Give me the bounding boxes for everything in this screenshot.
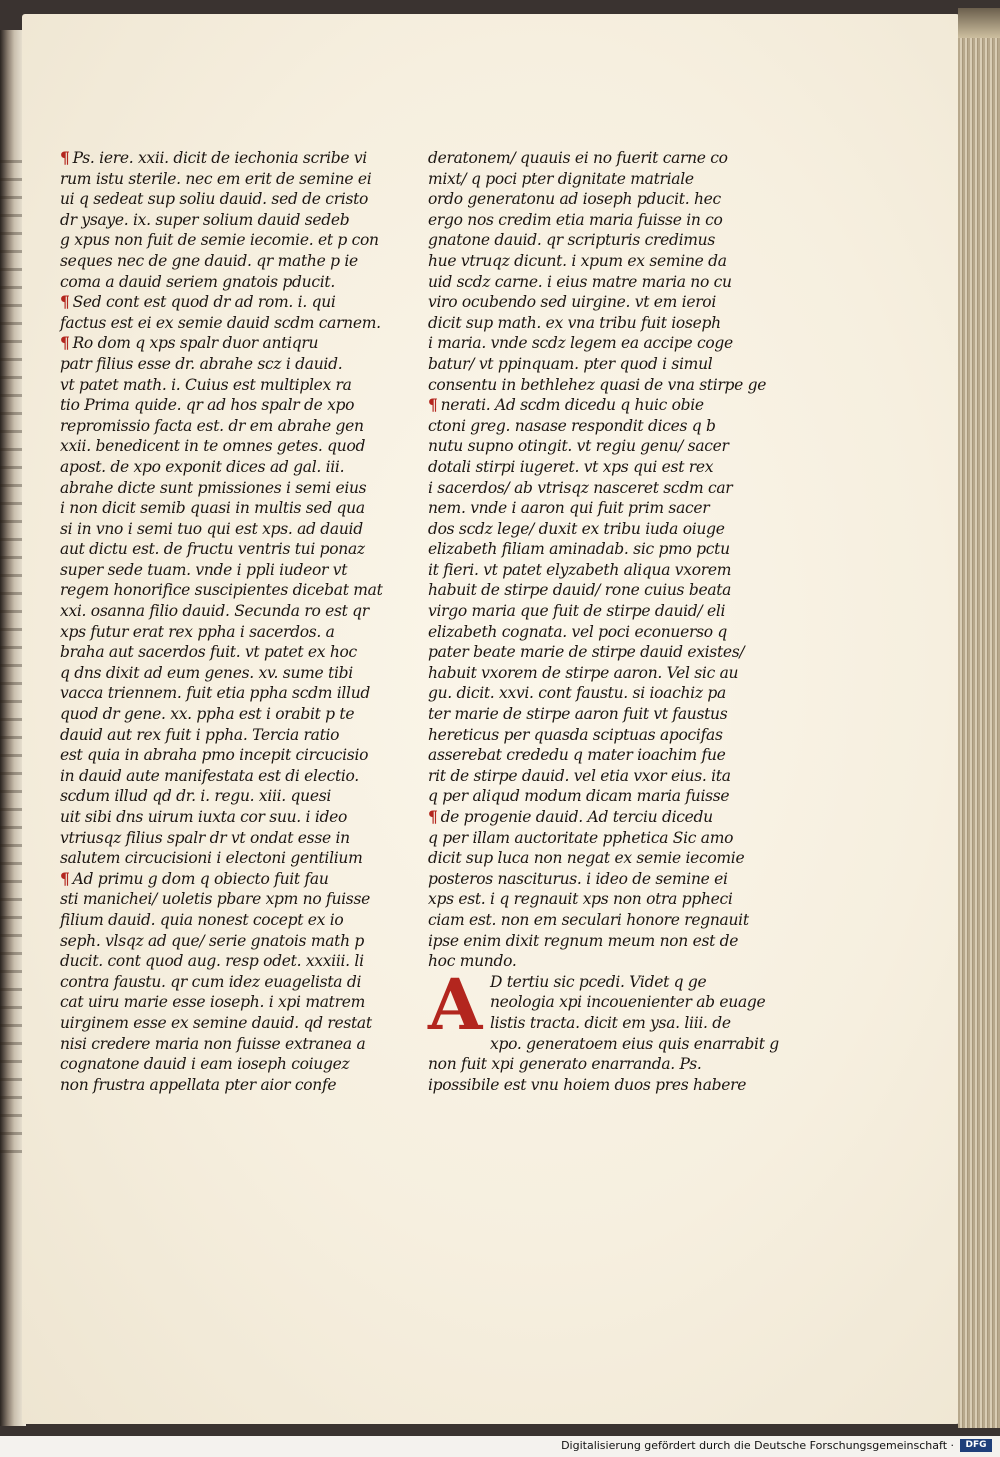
text-line: quod dr gene. xx. ppha est i orabit p te bbox=[60, 705, 355, 724]
text-line: xpo. generatoem eius quis enarrabit g bbox=[490, 1034, 779, 1053]
text-line: dicit sup math. ex vna tribu fuit ioseph bbox=[428, 313, 721, 332]
text-line: in dauid aute manifestata est di electio. bbox=[60, 766, 359, 785]
text-line: elizabeth filiam aminadab. sic pmo pctu bbox=[428, 540, 730, 559]
text-line: gu. dicit. xxvi. cont faustu. si ioachiz pa bbox=[428, 684, 726, 703]
decorated-initial: A bbox=[428, 962, 483, 1046]
text-line: patr filius esse dr. abrahe scz i dauid. bbox=[60, 354, 343, 373]
paragraph-mark-icon: ¶ bbox=[60, 333, 70, 353]
text-line: ¶ Sed cont est quod dr ad rom. i. qui bbox=[60, 292, 336, 312]
text-line: apost. de xpo exponit dices ad gal. iii. bbox=[60, 457, 345, 476]
text-line: est quia in abraha pmo incepit circucisio bbox=[60, 746, 369, 765]
text-line: xxii. benedicent in te omnes getes. quod bbox=[60, 437, 366, 456]
text-line: ctoni greg. nasase respondit dices q b bbox=[428, 416, 716, 435]
text-line: q dns dixit ad eum genes. xv. sume tibi bbox=[60, 663, 353, 682]
text-line: rit de stirpe dauid. vel etia vxor eius. ita bbox=[428, 766, 731, 785]
text-line: it fieri. vt patet elyzabeth aliqua vxorem bbox=[428, 560, 732, 579]
text-line: seques nec de gne dauid. qr mathe p ie bbox=[60, 251, 358, 270]
text-line: posteros nasciturus. i ideo de semine ei bbox=[428, 869, 728, 888]
text-line: ter marie de stirpe aaron fuit vt faustus bbox=[428, 705, 728, 724]
text-line: abrahe dicte sunt pmissiones i semi eius bbox=[60, 478, 367, 497]
text-line: ciam est. non em seculari honore regnauit bbox=[428, 910, 749, 929]
text-line: vacca triennem. fuit etia ppha scdm illud bbox=[60, 684, 370, 703]
text-line: nisi credere maria non fuisse extranea a bbox=[60, 1034, 366, 1053]
text-line: aut dictu est. de fructu ventris tui ponaz bbox=[60, 540, 365, 559]
book-top-edge bbox=[958, 8, 1000, 38]
text-line: dr ysaye. ix. super solium dauid sedeb bbox=[60, 210, 350, 229]
text-line: hereticus per quasda sciptuas apocifas bbox=[428, 725, 723, 744]
text-line: ducit. cont quod aug. resp odet. xxxiii. li bbox=[60, 952, 364, 971]
text-line: asserebat crededu q mater ioachim fue bbox=[428, 746, 726, 765]
paragraph-mark-icon: ¶ bbox=[60, 868, 70, 888]
text-line: cognatone dauid i eam ioseph coiugez bbox=[60, 1055, 350, 1074]
text-line: ordo generatonu ad ioseph pducit. hec bbox=[428, 190, 721, 209]
text-line: q per illam auctoritate pphetica Sic amo bbox=[428, 828, 734, 847]
text-line: nutu supno otingit. vt regiu genu/ sacer bbox=[428, 437, 729, 456]
text-line: i maria. vnde scdz legem ea accipe coge bbox=[428, 334, 733, 353]
text-line: ergo nos credim etia maria fuisse in co bbox=[428, 210, 723, 229]
text-line: xxi. osanna filio dauid. Secunda ro est qr bbox=[60, 602, 369, 621]
text-line: dos scdz lege/ duxit ex tribu iuda oiuge bbox=[428, 519, 725, 538]
text-line: q per aliqud modum dicam maria fuisse bbox=[428, 787, 730, 806]
text-line: habuit vxorem de stirpe aaron. Vel sic au bbox=[428, 663, 739, 682]
text-line: dotali stirpi iugeret. vt xps qui est rex bbox=[428, 457, 714, 476]
text-line: i sacerdos/ ab vtrisqz nasceret scdm car bbox=[428, 478, 733, 497]
text-line: cat uiru marie esse ioseph. i xpi matrem bbox=[60, 993, 365, 1012]
text-line: viro ocubendo sed uirgine. vt em ieroi bbox=[428, 293, 716, 312]
text-line: listis tracta. dicit em ysa. liii. de bbox=[490, 1013, 731, 1032]
funding-credit: Digitalisierung gefördert durch die Deutsche Forschungsgemeinschaft · bbox=[561, 1439, 954, 1452]
text-line: uirginem esse ex semine dauid. qd restat bbox=[60, 1013, 372, 1032]
text-line: batur/ vt ppinquam. pter quod i simul bbox=[428, 354, 713, 373]
text-line: D tertiu sic pcedi. Videt q ge bbox=[490, 972, 707, 991]
paragraph-mark-icon: ¶ bbox=[428, 807, 438, 826]
text-line: scdum illud qd dr. i. regu. xiii. quesi bbox=[60, 787, 332, 806]
text-line: pater beate marie de stirpe dauid existes/ bbox=[428, 643, 745, 662]
dfg-logo: DFG bbox=[960, 1439, 992, 1452]
text-line: tio Prima quide. qr ad hos spalr de xpo bbox=[60, 396, 355, 415]
right-text-column bbox=[428, 148, 779, 1095]
paragraph-mark-icon: ¶ bbox=[428, 395, 438, 415]
text-line: seph. vlsqz ad que/ serie gnatois math p bbox=[60, 931, 365, 950]
text-line: ¶ Ad primu g dom q obiecto fuit fau bbox=[60, 868, 329, 888]
text-line: hoc mundo. bbox=[428, 952, 517, 971]
text-line: contra faustu. qr cum idez euagelista di bbox=[60, 972, 362, 991]
text-line: ipse enim dixit regnum meum non est de bbox=[428, 931, 739, 950]
text-line: vt patet math. i. Cuius est multiplex ra bbox=[60, 375, 352, 394]
text-line: xps est. i q regnauit xps non otra ppheci bbox=[428, 890, 733, 909]
text-line: mixt/ q poci pter dignitate matriale bbox=[428, 169, 694, 188]
paragraph-mark-icon: ¶ bbox=[60, 292, 70, 312]
text-line: non frustra appellata pter aior confe bbox=[60, 1075, 337, 1094]
text-line: xps futur erat rex ppha i sacerdos. a bbox=[60, 622, 335, 641]
text-line: ui q sedeat sup soliu dauid. sed de cristo bbox=[60, 190, 369, 209]
text-line: super sede tuam. vnde i ppli iudeor vt bbox=[60, 560, 348, 579]
paragraph-mark-icon: ¶ bbox=[60, 148, 70, 167]
text-line: vtriusqz filius spalr dr vt ondat esse in bbox=[60, 828, 350, 847]
text-line: dauid aut rex fuit i ppha. Tercia ratio bbox=[60, 725, 340, 744]
text-line: elizabeth cognata. vel poci econuerso q bbox=[428, 622, 728, 641]
text-line: sti manichei/ uoletis pbare xpm no fuisse bbox=[60, 890, 370, 909]
book-fore-edge bbox=[958, 8, 1000, 1428]
text-line: ¶ de progenie dauid. Ad terciu dicedu bbox=[428, 807, 713, 826]
text-line: ¶ Ps. iere. xxii. dicit de iechonia scribe vi bbox=[60, 148, 367, 167]
text-line: rum istu sterile. nec em erit de semine ei bbox=[60, 169, 372, 188]
text-line: uid scdz carne. i eius matre maria no cu bbox=[428, 272, 732, 291]
text-line: i non dicit semib quasi in multis sed qua bbox=[60, 499, 365, 518]
text-line: deratonem/ quauis ei no fuerit carne co bbox=[428, 149, 728, 167]
text-line: filium dauid. quia nonest cocept ex io bbox=[60, 910, 344, 929]
text-line: factus est ei ex semie dauid scdm carnem. bbox=[60, 313, 381, 332]
text-line: virgo maria que fuit de stirpe dauid/ eli bbox=[428, 602, 726, 621]
adjacent-page-text bbox=[0, 160, 22, 1160]
text-line: g xpus non fuit de semie iecomie. et p con bbox=[60, 231, 379, 250]
text-line: salutem circucisioni i electoni gentilium bbox=[60, 849, 363, 868]
text-line: uit sibi dns uirum iuxta cor suu. i ideo bbox=[60, 808, 348, 826]
text-line: gnatone dauid. qr scripturis credimus bbox=[428, 231, 715, 250]
text-line: habuit de stirpe dauid/ rone cuius beata bbox=[428, 581, 732, 600]
text-line: coma a dauid seriem gnatois pducit. bbox=[60, 272, 335, 291]
text-line: non fuit xpi generato enarranda. Ps. bbox=[428, 1055, 702, 1074]
text-line: consentu in bethlehez quasi de vna stirpe ge bbox=[428, 375, 767, 394]
text-line: ¶ nerati. Ad scdm dicedu q huic obie bbox=[428, 395, 704, 415]
text-line: hue vtruqz dicunt. i xpum ex semine da bbox=[428, 251, 727, 270]
text-line: neologia xpi incouenienter ab euage bbox=[490, 993, 766, 1012]
text-line: si in vno i semi tuo qui est xps. ad dauid bbox=[60, 519, 363, 538]
text-line: braha aut sacerdos fuit. vt patet ex hoc bbox=[60, 643, 357, 662]
text-line: repromissio facta est. dr em abrahe gen bbox=[60, 416, 364, 435]
text-line: ¶ Ro dom q xps spalr duor antiqru bbox=[60, 333, 319, 353]
text-line: dicit sup luca non negat ex semie iecomie bbox=[428, 849, 745, 868]
left-text-column bbox=[60, 148, 383, 1095]
text-line: ipossibile est vnu hoiem duos pres habere bbox=[428, 1075, 747, 1094]
text-line: nem. vnde i aaron qui fuit prim sacer bbox=[428, 499, 710, 518]
text-line: regem honorifice suscipientes dicebat mat bbox=[60, 581, 383, 600]
